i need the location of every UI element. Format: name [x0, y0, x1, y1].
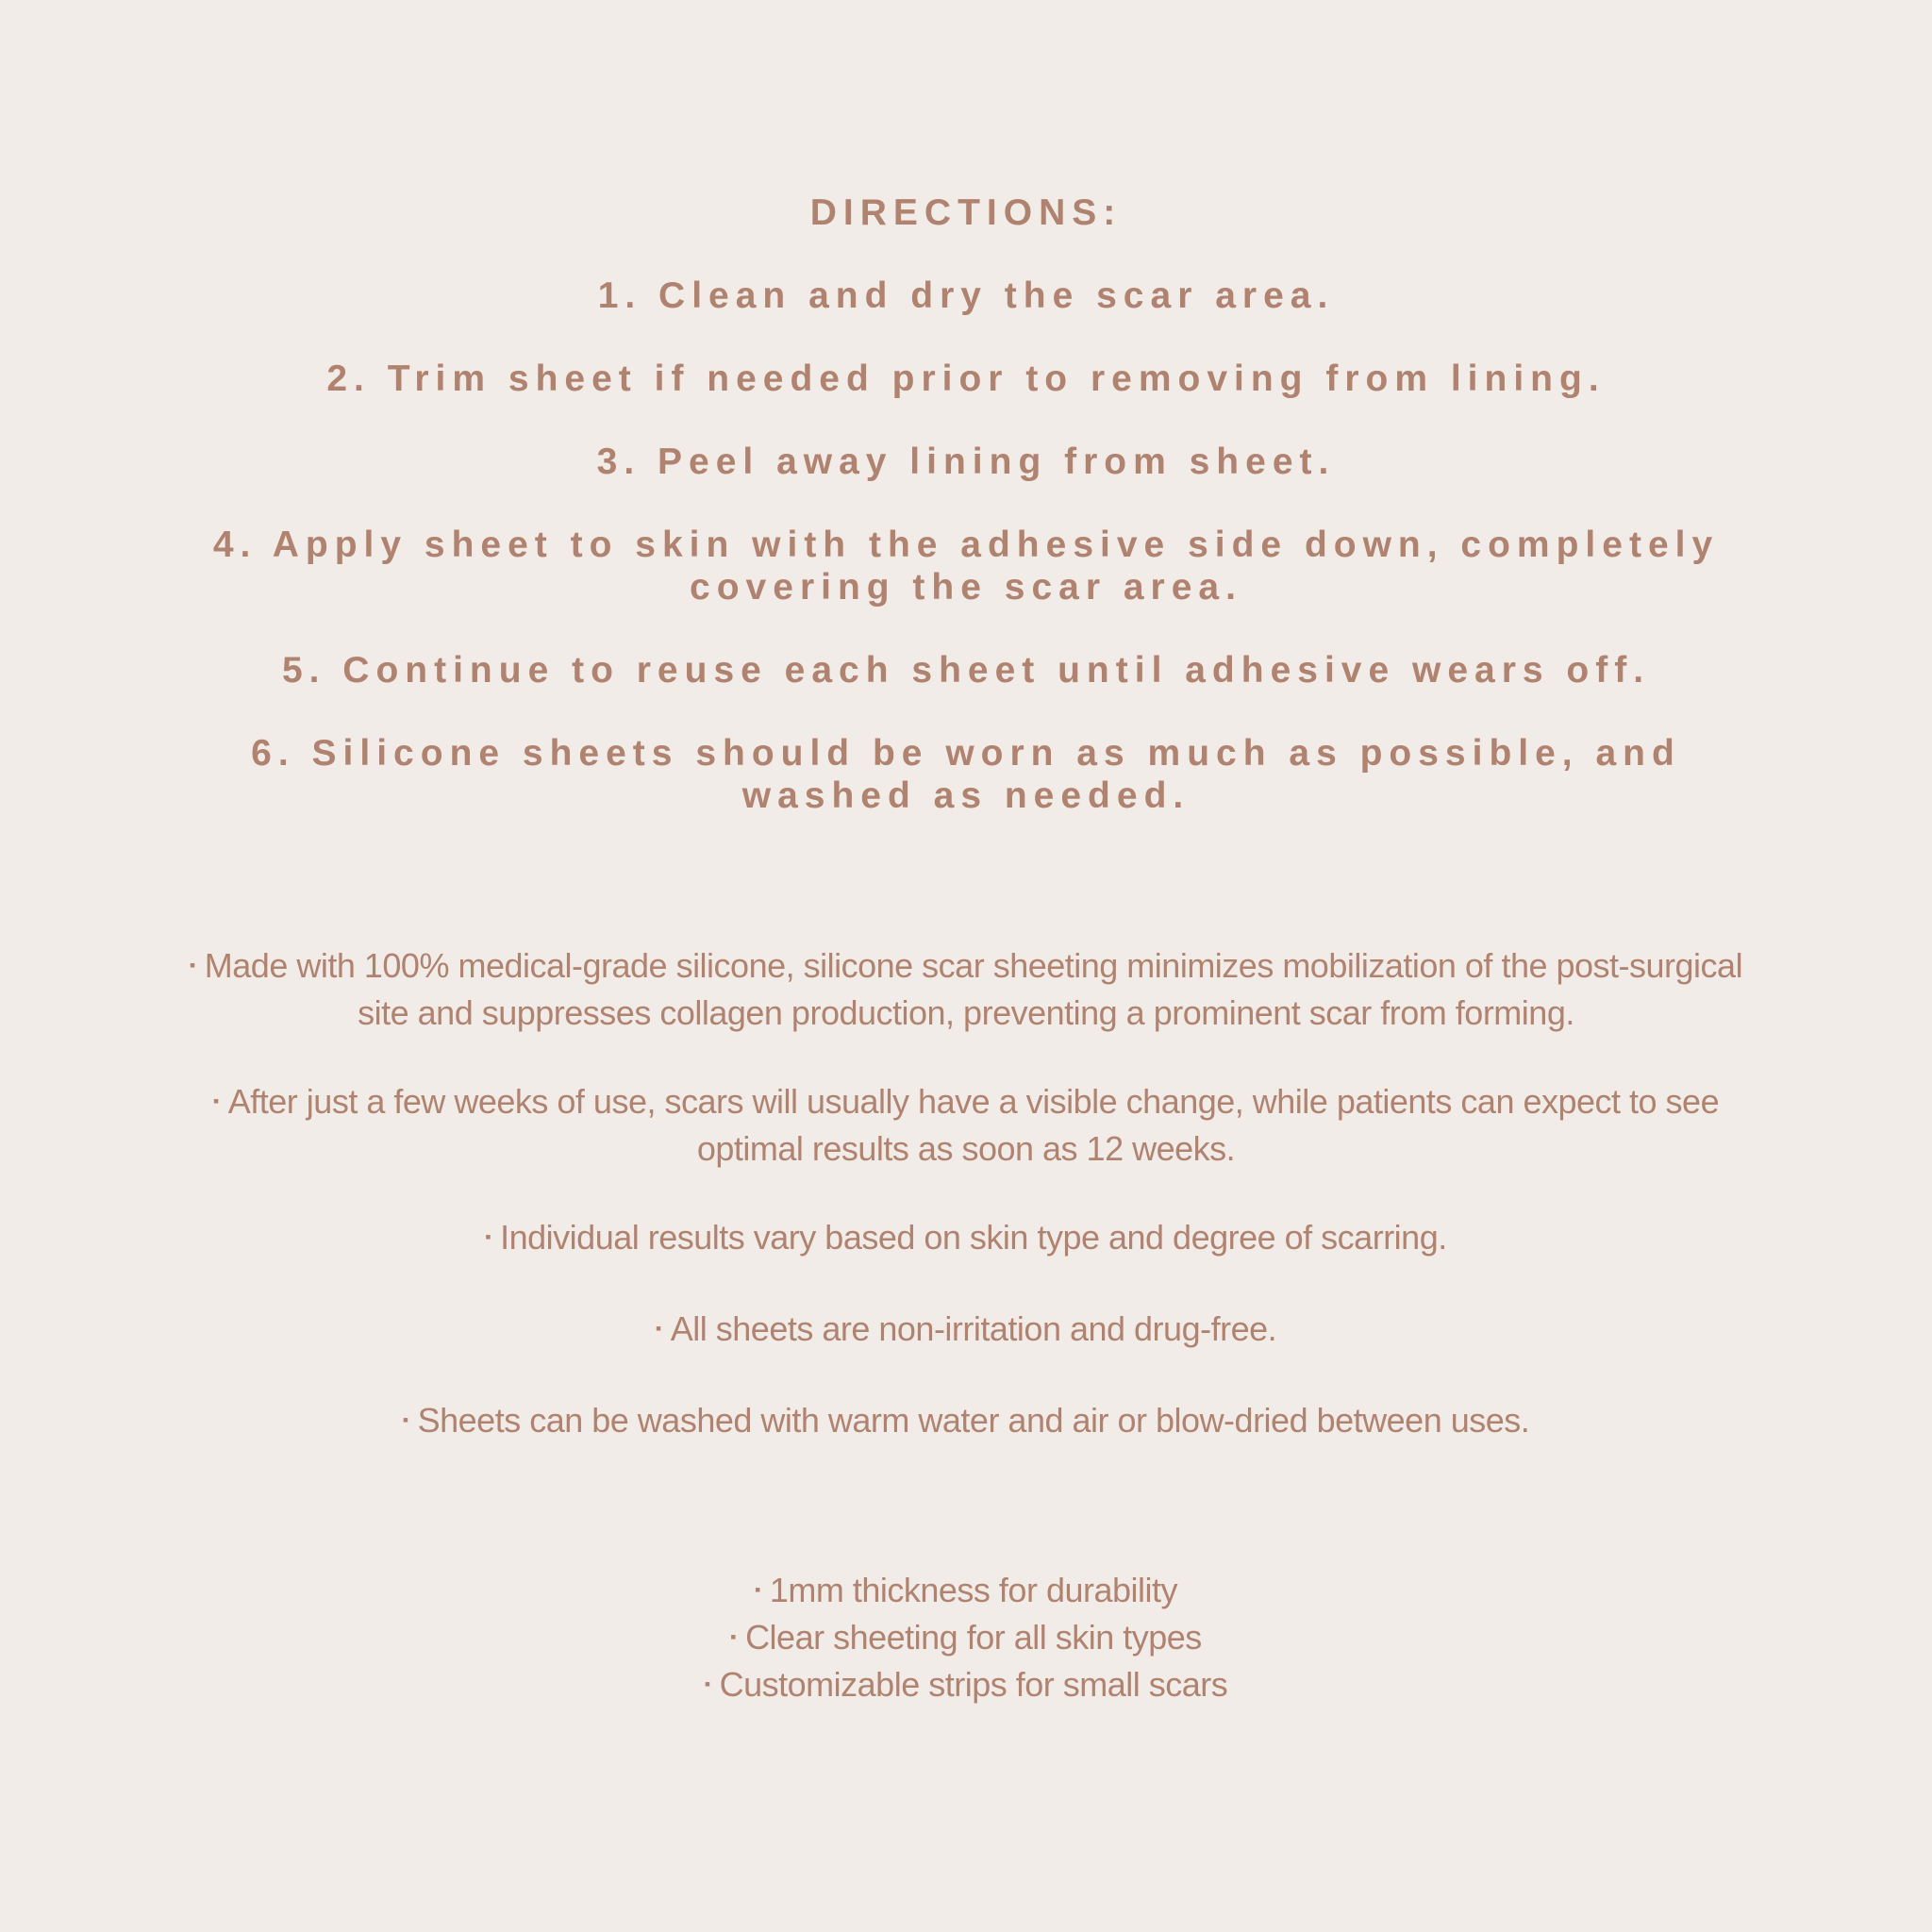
- bullet-icon: ▪: [730, 1626, 737, 1646]
- direction-step: 3. Peel away lining from sheet.: [596, 441, 1336, 482]
- feature-text: Customizable strips for small scars: [719, 1664, 1228, 1704]
- bullet-icon: ▪: [189, 955, 195, 974]
- features-list: [189, 1568, 1743, 1709]
- info-section: [189, 943, 1743, 1445]
- info-paragraph-text: Individual results vary based on skin type and degree of scarring.: [500, 1217, 1447, 1257]
- feature-item: [189, 1615, 1743, 1662]
- feature-item: [189, 1568, 1743, 1615]
- info-paragraph-text: Sheets can be washed with warm water and air or blow-dried between uses.: [417, 1400, 1530, 1440]
- info-paragraph: [189, 1307, 1743, 1354]
- directions-heading: DIRECTIONS:: [809, 192, 1123, 233]
- feature-text: Clear sheeting for all skin types: [745, 1617, 1202, 1657]
- bullet-icon: ▪: [485, 1226, 491, 1246]
- feature-item: [189, 1662, 1743, 1709]
- bullet-icon: ▪: [402, 1409, 408, 1429]
- feature-text: 1mm thickness for durability: [769, 1571, 1178, 1609]
- info-paragraph: [189, 1398, 1743, 1445]
- direction-step: 2. Trim sheet if needed prior to removing from lining.: [326, 358, 1606, 399]
- direction-step: 4. Apply sheet to skin with the adhesive side down, completely covering the scar area.: [212, 525, 1720, 608]
- directions-section: [189, 192, 1743, 817]
- direction-step: 5. Continue to reuse each sheet until adhesive wears off.: [281, 650, 1651, 691]
- info-paragraph: [189, 1079, 1743, 1171]
- bullet-icon: ▪: [212, 1091, 219, 1110]
- info-paragraph: [189, 1215, 1743, 1262]
- info-paragraph: [189, 943, 1743, 1035]
- direction-step: 6. Silicone sheets should be worn as much as possible, and washed as needed.: [251, 733, 1681, 816]
- info-paragraph-text: After just a few weeks of use, scars will usually have a visible change, while patients can expect to see optimal results as soon as 12 weeks.: [227, 1081, 1720, 1168]
- bullet-icon: ▪: [754, 1579, 760, 1599]
- bullet-icon: ▪: [655, 1318, 661, 1338]
- info-paragraph-text: Made with 100% medical-grade silicone, silicone scar sheeting minimizes mobilization of the post-surgical site and suppresses collagen production, preventing a prominent scar from forming.: [204, 946, 1743, 1032]
- direction-step: 1. Clean and dry the scar area.: [597, 275, 1335, 316]
- info-paragraph-text: All sheets are non-irritation and drug-free.: [670, 1308, 1277, 1348]
- bullet-icon: ▪: [704, 1674, 710, 1693]
